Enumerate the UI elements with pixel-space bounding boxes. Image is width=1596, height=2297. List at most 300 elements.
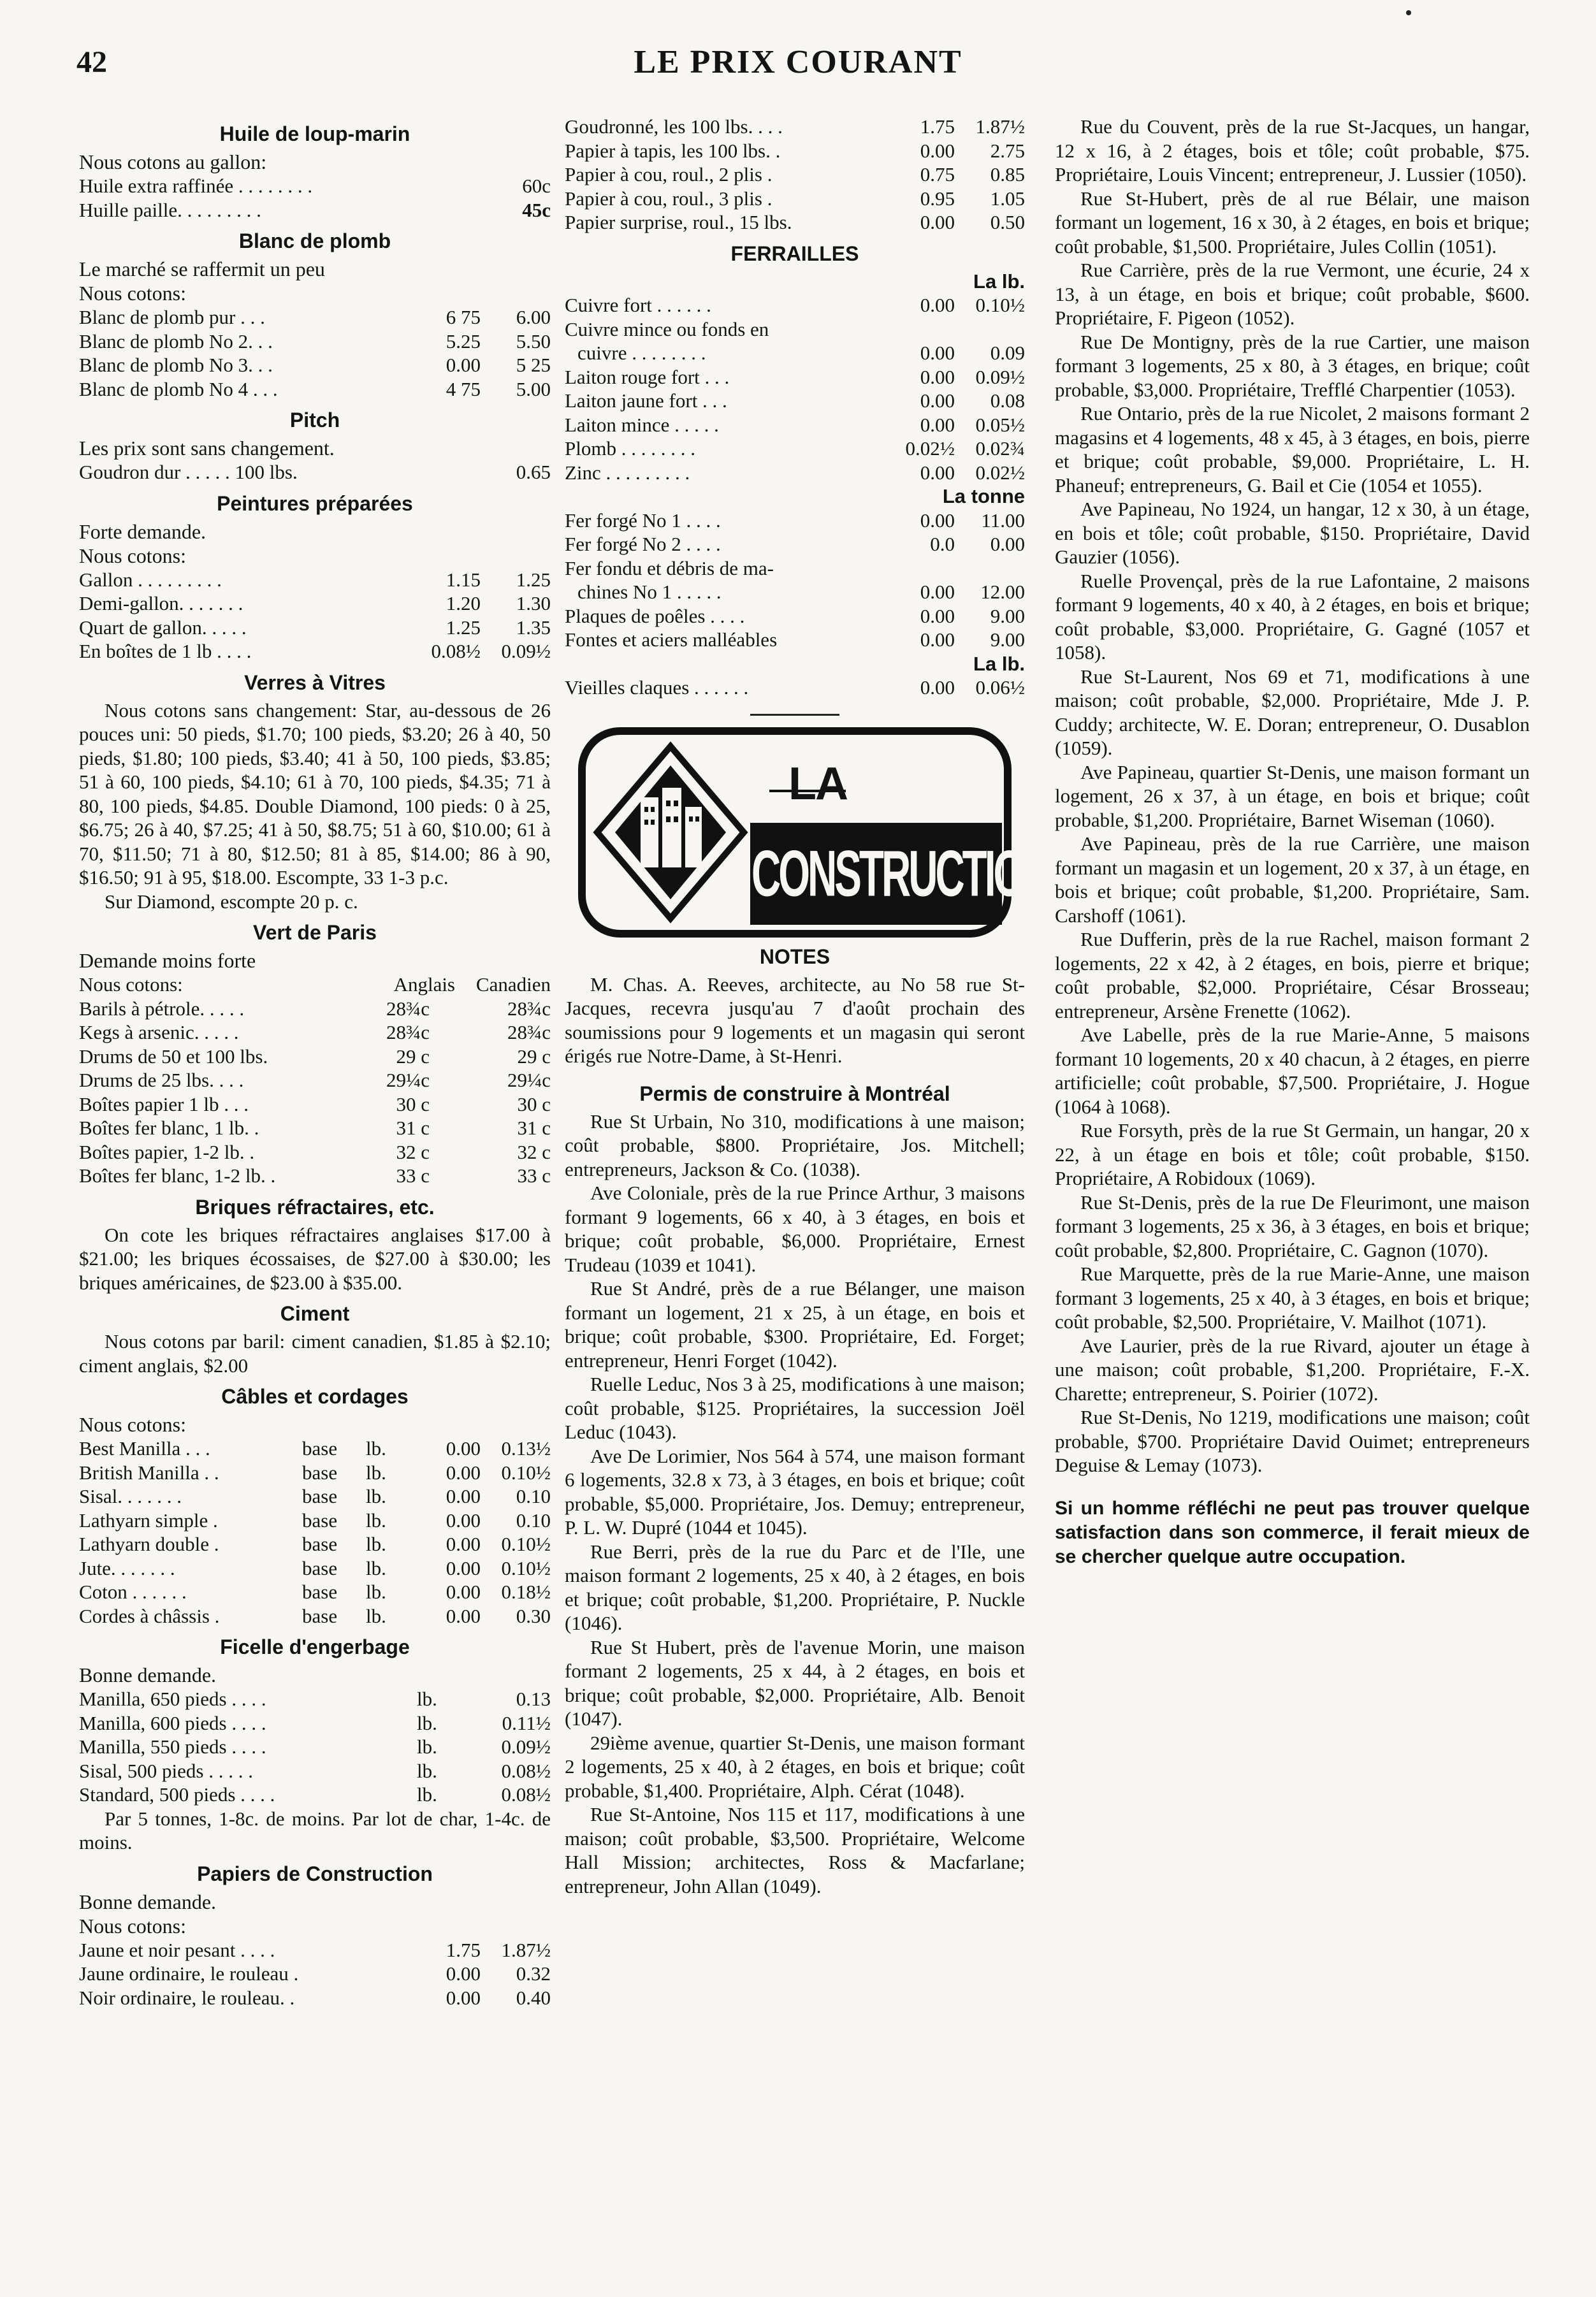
price-row (79, 305, 551, 330)
section-intro: Demande moins forte (79, 949, 256, 972)
row-label: Sisal. . . . . . . (79, 1485, 182, 1507)
row-label: Laiton rouge fort . . . (565, 365, 730, 388)
row-value: 60c (522, 175, 551, 197)
row-value: 0.95 (920, 187, 955, 210)
logo-word-construction: CONSTRUCTION (751, 836, 1050, 910)
row-value: 0.10 (516, 1485, 551, 1507)
row-label: Drums de 25 lbs. . . . (79, 1069, 244, 1091)
price-row (79, 1532, 551, 1556)
price-row (79, 1783, 551, 1807)
row-value: 0.08½ (501, 1783, 551, 1806)
row-value: 0.13 (516, 1688, 551, 1710)
row-value: 0.00 (446, 1962, 481, 1985)
price-row (565, 210, 1025, 235)
row-label: Blanc de plomb No 4 . . . (79, 377, 278, 400)
row-value: 0.0 (930, 533, 955, 555)
row-value: 6.00 (516, 306, 551, 328)
row-label: Jute. . . . . . . (79, 1556, 175, 1579)
row-value: 33 c (396, 1164, 430, 1187)
page-header (0, 41, 1596, 85)
row-label: Huile extra raffinée . . . . . . . . (79, 175, 313, 197)
row-value: 0.10½ (501, 1556, 551, 1579)
paragraph: Nous cotons par baril: ciment canadien, $1.85 à $2.10; ciment anglais, $2.00 (79, 1330, 551, 1377)
row-value: 0.00 (446, 1556, 481, 1579)
row-value: 0.00 (920, 509, 955, 532)
row-value (885, 317, 955, 342)
permit-entry: Rue Berri, près de la rue du Parc et de l'Ile, une maison formant 2 logements, 25 x 40, à 2 étages, en bois et brique; coût probable, $1,200. Propriétaire, P. Nuckle (1046). (565, 1540, 1025, 1634)
column-header: Canadien (475, 973, 551, 996)
row-unit: lb. (366, 1581, 386, 1603)
price-row (79, 460, 551, 484)
row-value: 0.00 (920, 389, 955, 412)
section-intro: Bonne demande. (79, 1890, 217, 1913)
row-value: 0.50 (990, 211, 1025, 233)
row-value: 0.00 (990, 533, 1025, 555)
price-row (565, 676, 1025, 700)
row-value: 30 c (396, 1092, 430, 1115)
row-label: Papier à tapis, les 100 lbs. . (565, 139, 781, 162)
permit-entry: Ave Papineau, près de la rue Carrière, une maison formant un magasin et un logement, 20 x 37, à un étage, en bois et brique; coût probable, $1,200. Propriétaire, Sam. Carshoff (1061). (1055, 832, 1530, 927)
permit-entry: Rue du Couvent, près de la rue St-Jacques, un hangar, 12 x 16, à 2 étages, bois et tôle; coût probable, $75. Propriétaire, Louis Vincent; entrepreneur, J. Lussier (1050). (1055, 115, 1530, 185)
row-value: 0.09½ (501, 640, 551, 662)
row-value: 29 c (517, 1045, 551, 1068)
row-label: Drums de 50 et 100 lbs. (79, 1045, 268, 1068)
price-row (79, 639, 551, 663)
price-row (79, 353, 551, 377)
row-value: 0.02½ (975, 461, 1025, 484)
row-label: Goudron dur . . . . . 100 lbs. (79, 461, 298, 483)
closing-maxim: Si un homme réfléchi ne peut pas trouver quelque satisfaction dans son commerce, il ferait mieux de se chercher quelque autre occupation. (1055, 1497, 1530, 1567)
section-intro: Nous cotons: (79, 544, 186, 567)
permit-entry: Ave De Lorimier, Nos 564 à 574, une maison formant 6 logements, 32.8 x 73, à 3 étages, en bois et brique; coût probable, $5,000. Propriétaire, Jos. Demuy; entrepreneur, P. L. W. Dupré (1044 et 1045). (565, 1444, 1025, 1539)
section-title: FERRAILLES (730, 242, 859, 265)
section-title: Verres à Vitres (244, 670, 386, 694)
row-label: Papier surprise, roul., 15 lbs. (565, 211, 792, 233)
column-header: Anglais (393, 973, 455, 996)
price-row (79, 1509, 551, 1533)
price-row (565, 437, 1025, 461)
price-row (565, 389, 1025, 413)
row-unit: base (302, 1604, 338, 1627)
row-unit: lb. (417, 1783, 437, 1806)
permit-entry: Rue St-Hubert, près de al rue Bélair, une maison formant un logement, 16 x 30, à 2 étages, en bois et brique; coût probable, $1,500. Propriétaire, Jules Collin (1051). (1055, 187, 1530, 257)
row-label: Gallon . . . . . . . . . (79, 568, 222, 591)
row-value: 1.87½ (975, 115, 1025, 138)
unit-label: La lb. (973, 652, 1025, 675)
row-value: 0.00 (920, 294, 955, 316)
section-title: Ciment (280, 1302, 350, 1325)
permit-entry: Ruelle Leduc, Nos 3 à 25, modifications à une maison; coût probable, $125. Propriétaires, la succession Joël Leduc (1043). (565, 1373, 1025, 1443)
row-value: 0.00 (446, 354, 481, 376)
row-value: 0.65 (516, 461, 551, 483)
permit-entry: Rue Ontario, près de la rue Nicolet, 2 maisons formant 2 magasins et 4 logements, 48 x 45, à 3 étages, en bois, pierre et brique; coût probable, $9,000. Propriétaire, L. H. Phaneuf; entrepreneurs, G. Bail et Cie (1054 et 1055). (1055, 402, 1530, 496)
page-number: 42 (76, 45, 107, 79)
row-unit: lb. (366, 1533, 386, 1555)
row-label: En boîtes de 1 lb . . . . (79, 640, 252, 662)
price-row (79, 997, 551, 1021)
row-value: 31 c (517, 1117, 551, 1139)
row-unit: base (302, 1485, 338, 1507)
row-value: 0.10½ (975, 294, 1025, 316)
row-label: Fer forgé No 2 . . . . (565, 533, 721, 555)
row-value: 30 c (517, 1092, 551, 1115)
price-row (79, 1962, 551, 1986)
section-title: Ficelle d'engerbage (220, 1635, 410, 1658)
price-row (565, 413, 1025, 437)
print-speck (1406, 10, 1411, 15)
permit-entry: Rue Forsyth, près de la rue St Germain, un hangar, 20 x 22, à un étage en bois et tôle; coût probable, $150. Propriétaire, A Robidoux (1069). (1055, 1119, 1530, 1189)
row-value: 1.20 (446, 592, 481, 614)
paragraph: M. Chas. A. Reeves, architecte, au No 58 rue St-Jacques, recevra jusqu'au 7 d'août prochain des soumissions pour 9 logements et un magasin qui seront érigés rue Notre-Dame, à St-Henri. (565, 973, 1025, 1067)
row-label: cuivre . . . . . . . . (577, 342, 706, 364)
price-row (79, 1068, 551, 1092)
price-row (79, 568, 551, 592)
permit-entry: Ave Papineau, No 1924, un hangar, 12 x 30, à un étage, en bois et tôle; coût probable, $150. Propriétaire, David Gauzier (1056). (1055, 498, 1530, 568)
row-unit: lb. (366, 1509, 386, 1532)
permit-entry: Ave Papineau, quartier St-Denis, une maison formant un logement, 26 x 37, à un étage, en bois et brique; coût probable, $1,200. Propriétaire, Barnet Wiseman (1060). (1055, 760, 1530, 831)
permit-entry: Ruelle Provençal, près de la rue Lafontaine, 2 maisons formant 9 logements, 40 x 40, à 2 étages, en bois et brique; coût probable, $3,000. Propriétaire, G. Gagné (1057 et 1058). (1055, 569, 1530, 663)
permit-entry: Rue St Hubert, près de l'avenue Morin, une maison formant 2 logements, 25 x 44, à 2 étages, en bois et brique; coût probable, $2,000. Propriétaire, Alb. Benoit (1047). (565, 1635, 1025, 1730)
row-label: Huille paille. . . . . . . . . (79, 198, 261, 221)
row-value: 5.25 (446, 330, 481, 352)
row-label: Demi-gallon. . . . . . . (79, 592, 243, 614)
row-value: 0.40 (516, 1986, 551, 2009)
column-header: Nous cotons: (79, 973, 183, 996)
section-intro: Bonne demande. (79, 1663, 217, 1686)
permit-entry: Rue Dufferin, près de la rue Rachel, maison formant 2 logements, 22 x 42, à 2 étages, en bois, pierre et brique; coût probable, $2,000. Propriétaire, César Brosseau; entrepreneur, Arsène Frenette (1062). (1055, 928, 1530, 1022)
row-label: Kegs à arsenic. . . . . (79, 1021, 239, 1043)
row-label: Boîtes papier, 1-2 lb. . (79, 1140, 255, 1163)
price-row (79, 1938, 551, 1962)
permit-entry: Rue St Urbain, No 310, modifications à une maison; coût probable, $800. Propriétaire, Jos. Mitchell; entrepreneurs, Jackson & Co. (1038). (565, 1110, 1025, 1180)
price-row (79, 1140, 551, 1164)
price-row (79, 1735, 551, 1759)
row-value: 0.09½ (975, 365, 1025, 388)
row-value: 0.10 (516, 1509, 551, 1532)
column-3 (1055, 115, 1530, 1569)
price-row (565, 187, 1025, 211)
row-label: Blanc de plomb No 3. . . (79, 354, 273, 376)
row-value: 4 75 (446, 377, 481, 400)
row-value: 0.08½ (501, 1759, 551, 1782)
row-label: Cuivre fort . . . . . . (565, 294, 711, 316)
paragraph: On cote les briques réfractaires anglaises $17.00 à $21.00; les briques écossaises, de $27.00 à $30.00; les briques américaines, de $23.00 à $35.00. (79, 1223, 551, 1294)
row-value: 31 c (396, 1117, 430, 1139)
row-value: 9.00 (990, 604, 1025, 627)
row-label: Fer forgé No 1 . . . . (565, 509, 721, 532)
unit-header (565, 484, 1025, 509)
section-title: NOTES (759, 945, 831, 968)
row-value: 0.00 (446, 1604, 481, 1627)
row-value: 28¾c (386, 997, 430, 1020)
permit-entry: Ave Laurier, près de la rue Rivard, ajouter un étage à une maison; coût probable, $1,200. Propriétaire, F.-X. Charette; entrepreneur, S. Poirier (1072). (1055, 1334, 1530, 1405)
row-label: Manilla, 600 pieds . . . . (79, 1711, 266, 1734)
row-value: 0.08 (990, 389, 1025, 412)
price-row (79, 616, 551, 640)
row-value: 0.00 (920, 461, 955, 484)
row-unit: base (302, 1509, 338, 1532)
price-row (565, 628, 1025, 652)
row-value: 28¾c (507, 997, 551, 1020)
row-label: Goudronné, les 100 lbs. . . . (565, 115, 783, 138)
price-row (79, 198, 551, 222)
section-title: Câbles et cordages (221, 1385, 409, 1408)
row-value: 0.00 (446, 1986, 481, 2009)
section-title: Blanc de plomb (238, 229, 391, 252)
row-unit: base (302, 1461, 338, 1484)
row-unit: lb. (366, 1437, 386, 1460)
row-value: 0.00 (446, 1581, 481, 1603)
row-label: Fontes et aciers malléables (565, 628, 778, 651)
row-value: 0.00 (446, 1533, 481, 1555)
section-title: Peintures préparées (217, 491, 413, 515)
row-value: 0.08½ (431, 640, 481, 662)
section-title: Vert de Paris (253, 921, 377, 944)
row-value: 29¼c (386, 1069, 430, 1091)
row-value: 0.00 (920, 604, 955, 627)
row-label: Manilla, 550 pieds . . . . (79, 1735, 266, 1758)
price-row (79, 1580, 551, 1604)
row-label: Barils à pétrole. . . . . (79, 997, 245, 1020)
row-value: 0.13½ (501, 1437, 551, 1460)
section-intro: Nous cotons: (79, 1914, 186, 1938)
paragraph: Nous cotons sans changement: Star, au-dessous de 26 pouces uni: 50 pieds, $1.70; 100 pieds, $3.20; 26 à 40, 50 pieds, $1.80; 100 pieds, $3.40; 41 à 50, 100 pieds, $3.85; 51 à 60, 100 pieds, $4.10; 61 à 70, 100 pieds, $4.35; 71 à 80, 100 pieds, $4.85. Double Diamond, 100 pieds: 0 à 25, $6.75; 26 à 40, $7.25; 41 à 50, $8.75; 51 à 60, $10.00; 61 à 70, $11.50; 71 à 80, $12.50; 81 à 85, $14.00; 86 à 90, $16.50; 91 à 95, $18.00. Escompte, 33 1-3 p.c. (79, 699, 551, 888)
price-row (79, 1604, 551, 1628)
row-unit: lb. (417, 1688, 437, 1710)
row-label: Laiton jaune fort . . . (565, 389, 727, 412)
row-unit: lb. (366, 1604, 386, 1627)
row-label: Cuivre mince ou fonds en (565, 317, 769, 340)
row-value: 32 c (396, 1140, 430, 1163)
price-row (565, 461, 1025, 485)
row-unit: lb. (417, 1759, 437, 1782)
section-title: Permis de construire à Montréal (639, 1082, 950, 1105)
row-value: 0.00 (920, 139, 955, 162)
row-value: 0.32 (516, 1962, 551, 1985)
price-row (79, 377, 551, 402)
price-row (79, 174, 551, 198)
row-value: 0.00 (920, 628, 955, 651)
row-label: Blanc de plomb No 2. . . (79, 330, 273, 352)
row-value (885, 556, 955, 581)
row-label: Plomb . . . . . . . . (565, 437, 695, 460)
row-value: 0.00 (446, 1509, 481, 1532)
row-label: Vieilles claques . . . . . . (565, 676, 749, 699)
price-row (79, 1045, 551, 1069)
permit-entry: Rue St-Antoine, Nos 115 et 117, modifications à une maison; coût probable, $3,500. Propriétaire, Welcome Hall Mission; architectes, Ross & Macfarlane; entrepreneur, John Allan (1049). (565, 1803, 1025, 1897)
row-value: 0.00 (446, 1485, 481, 1507)
column-1 (79, 115, 551, 2010)
price-row (79, 1092, 551, 1117)
row-value: 11.00 (981, 509, 1025, 532)
row-value: 0.00 (446, 1437, 481, 1460)
row-unit: lb. (417, 1711, 437, 1734)
permit-entry: Rue Carrière, près de la rue Vermont, une écurie, 24 x 13, à un étage, en bois et brique; coût probable, $600. Propriétaire, F. Pigeon (1052). (1055, 259, 1530, 329)
row-value: 0.00 (920, 365, 955, 388)
row-value: 1.75 (920, 115, 955, 138)
row-label: Laiton mince . . . . . (565, 413, 719, 436)
row-value: 9.00 (990, 628, 1025, 651)
row-label: Papier à cou, roul., 3 plis . (565, 187, 773, 210)
row-label: Blanc de plomb pur . . . (79, 306, 265, 328)
price-row (79, 1484, 551, 1509)
row-value: 0.75 (920, 163, 955, 185)
section-intro: Nous cotons: (79, 282, 186, 305)
permit-entry: Ave Labelle, près de la rue Marie-Anne, 5 maisons formant 10 logements, 20 x 40 chacun, à 2 étages, en pierre artificielle; coût probable, $7,500. Propriétaire, J. Hogue (1064 à 1068). (1055, 1024, 1530, 1118)
section-title: Huile de loup-marin (219, 122, 410, 145)
unit-label: La tonne (942, 485, 1025, 507)
row-value: 12.00 (980, 581, 1025, 603)
row-value (955, 317, 1025, 342)
divider (750, 714, 839, 716)
price-row (565, 532, 1025, 556)
price-row (79, 1556, 551, 1581)
price-row (79, 591, 551, 616)
row-label: Jaune et noir pesant . . . . (79, 1938, 275, 1961)
permit-entry: Rue St-Denis, No 1219, modifications une maison; coût probable, $700. Propriétaire David Ouimet; entrepreneurs Deguise & Lemay (1073). (1055, 1406, 1530, 1476)
row-value: 6 75 (446, 306, 481, 328)
permit-entry: Rue St-Laurent, Nos 69 et 71, modifications à une maison; coût probable, $2,000. Propriétaire, Mde J. P. Cuddy; architecte, W. E. Doran; entrepreneur, O. Dusablon (1059). (1055, 665, 1530, 759)
row-label: Standard, 500 pieds . . . . (79, 1783, 275, 1806)
price-row (565, 317, 1025, 342)
row-value: 0.10½ (501, 1533, 551, 1555)
row-unit: lb. (366, 1461, 386, 1484)
row-value (955, 556, 1025, 581)
row-label: Zinc . . . . . . . . . (565, 461, 690, 484)
price-row (79, 1687, 551, 1711)
row-value: 33 c (517, 1164, 551, 1187)
row-value: 28¾c (386, 1021, 430, 1043)
row-label: Sisal, 500 pieds . . . . . (79, 1759, 253, 1782)
row-unit: base (302, 1556, 338, 1579)
price-row (565, 115, 1025, 139)
row-value: 1.15 (446, 568, 481, 591)
row-value: 0.06½ (975, 676, 1025, 699)
row-label: Cordes à châssis . (79, 1604, 220, 1627)
row-label: British Manilla . . (79, 1461, 219, 1484)
row-value: 0.02¾ (975, 437, 1025, 460)
row-unit: base (302, 1581, 338, 1603)
unit-header (565, 652, 1025, 676)
price-row (565, 604, 1025, 628)
row-value: 0.00 (920, 676, 955, 699)
row-label: chines No 1 . . . . . (577, 581, 722, 603)
row-value: 5.00 (516, 377, 551, 400)
row-value: 0.30 (516, 1604, 551, 1627)
row-label: Papier à cou, roul., 2 plis . (565, 163, 773, 185)
section-title: Papiers de Construction (197, 1862, 433, 1885)
row-label: Noir ordinaire, le rouleau. . (79, 1986, 295, 2009)
row-value: 5.50 (516, 330, 551, 352)
unit-label: La lb. (973, 270, 1025, 293)
row-value: 28¾c (507, 1021, 551, 1043)
permit-entry: 29ième avenue, quartier St-Denis, une maison formant 2 logements, 25 x 40, à 2 étages, en bois et brique; coût probable, $1,400. Propriétaire, Alph. Cérat (1048). (565, 1731, 1025, 1802)
row-value: 45c (522, 198, 551, 221)
section-intro: Le marché se raffermit un peu (79, 257, 325, 280)
row-label: Quart de gallon. . . . . (79, 616, 247, 639)
section-intro: Nous cotons au gallon: (79, 150, 267, 173)
row-value: 29¼c (507, 1069, 551, 1091)
row-label: Plaques de poêles . . . . (565, 604, 745, 627)
paragraph: Par 5 tonnes, 1-8c. de moins. Par lot de char, 1-4c. de moins. (79, 1807, 551, 1853)
section-title: Briques réfractaires, etc. (195, 1195, 435, 1219)
price-row (79, 1164, 551, 1188)
logo-word-la: LA (788, 758, 847, 809)
row-value: 1.05 (990, 187, 1025, 210)
unit-header (565, 270, 1025, 294)
row-value: 5 25 (516, 354, 551, 376)
row-value: 0.00 (446, 1461, 481, 1484)
row-value: 0.02½ (905, 437, 955, 460)
price-row (565, 556, 1025, 581)
row-label: Lathyarn simple . (79, 1509, 218, 1532)
row-label: Boîtes fer blanc, 1-2 lb. . (79, 1164, 276, 1187)
row-value: 0.10½ (501, 1461, 551, 1484)
price-row (565, 293, 1025, 317)
row-value: 1.75 (446, 1938, 481, 1961)
row-unit: lb. (366, 1556, 386, 1579)
permit-entry: Rue De Montigny, près de la rue Cartier, une maison formant 3 logements, 25 x 80, à 3 étages, en brique; coût probable, $3,000. Propriétaire, Trefflé Charpentier (1053). (1055, 330, 1530, 401)
row-unit: lb. (366, 1485, 386, 1507)
row-unit: lb. (417, 1735, 437, 1758)
row-value: 0.09 (990, 342, 1025, 364)
row-value: 0.00 (920, 342, 955, 364)
price-row (79, 1020, 551, 1045)
row-value: 0.00 (920, 413, 955, 436)
row-value: 2.75 (990, 139, 1025, 162)
row-value: 29 c (396, 1045, 430, 1068)
price-row (565, 580, 1025, 604)
price-row (79, 1437, 551, 1461)
section-title: Pitch (289, 409, 340, 431)
la-construction-logo (578, 727, 1050, 938)
price-row (565, 163, 1025, 187)
price-row (79, 1116, 551, 1140)
permit-entry: Rue St-Denis, près de la rue De Fleurimont, une maison formant 3 logements, 25 x 36, à 3 étages, en bois et brique; coût probable, $2,800. Propriétaire, C. Gagnon (1070). (1055, 1191, 1530, 1261)
price-row (79, 1711, 551, 1735)
permit-entry: Rue Marquette, près de la rue Marie-Anne, une maison formant 3 logements, 25 x 40, à 3 étages, en bois et brique; coût probable, $2,500. Propriétaire, V. Mailhot (1071). (1055, 1263, 1530, 1333)
price-row (565, 509, 1025, 533)
row-value: 1.35 (516, 616, 551, 639)
row-value: 0.11½ (502, 1711, 551, 1734)
row-value: 1.25 (446, 616, 481, 639)
price-row (79, 330, 551, 354)
price-row (79, 1461, 551, 1485)
permit-entry: Rue St André, près de a rue Bélanger, une maison formant un logement, 21 x 25, à un étage, en bois et brique; coût probable, $300. Propriétaire, Ed. Forget; entrepreneur, Henri Forget (1042). (565, 1277, 1025, 1372)
price-row (79, 1759, 551, 1783)
permit-entry: Ave Coloniale, près de la rue Prince Arthur, 3 maisons formant 9 logements, 66 x 40, à 3 étages, en bois et brique; coût probable, $6,000. Propriétaire, Ernest Trudeau (1039 et 1041). (565, 1182, 1025, 1276)
row-label: Manilla, 650 pieds . . . . (79, 1688, 266, 1710)
publication-title: LE PRIX COURANT (634, 44, 962, 80)
paragraph: Sur Diamond, escompte 20 p. c. (105, 890, 358, 913)
column-header-row (79, 973, 551, 997)
row-value: 32 c (517, 1140, 551, 1163)
row-value: 0.00 (920, 211, 955, 233)
row-unit: base (302, 1437, 338, 1460)
row-value: 0.85 (990, 163, 1025, 185)
section-intro: Nous cotons: (79, 1413, 186, 1436)
price-row (565, 139, 1025, 163)
row-label: Jaune ordinaire, le rouleau . (79, 1962, 299, 1985)
row-value: 0.05½ (975, 413, 1025, 436)
row-unit: base (302, 1533, 338, 1555)
row-value: 0.09½ (501, 1735, 551, 1758)
section-intro: Forte demande. (79, 519, 207, 543)
row-label: Coton . . . . . . (79, 1581, 187, 1603)
row-value: 1.25 (516, 568, 551, 591)
row-value: 1.87½ (501, 1938, 551, 1961)
section-intro: Les prix sont sans changement. (79, 437, 335, 460)
